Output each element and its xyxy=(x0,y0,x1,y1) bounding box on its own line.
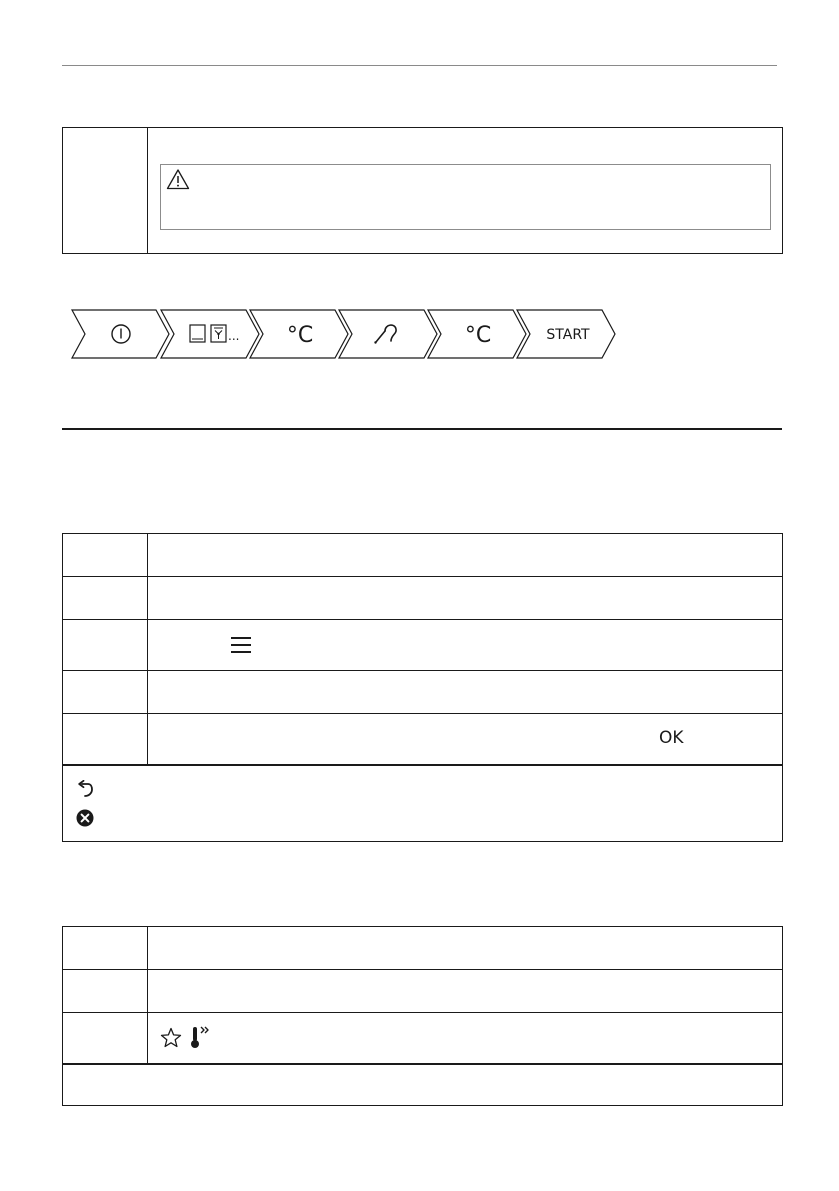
warning-icon xyxy=(166,168,190,190)
step-number-cell xyxy=(63,970,148,1013)
cancel-icon xyxy=(76,809,94,827)
table-footer-row xyxy=(63,1064,783,1106)
table-row xyxy=(63,1013,783,1064)
more-functions-text: ... xyxy=(228,329,240,343)
step-description-cell xyxy=(148,927,783,970)
temperature-symbol: °C xyxy=(286,323,314,348)
step-number-cell xyxy=(63,128,148,254)
step-number-cell xyxy=(63,927,148,970)
table-row xyxy=(63,714,783,765)
step-description-cell xyxy=(148,1013,783,1064)
table-row xyxy=(63,927,783,970)
step-description-cell xyxy=(148,714,783,765)
table-row xyxy=(63,671,783,714)
step-description-cell xyxy=(148,534,783,577)
step-number-cell xyxy=(63,620,148,671)
probe-temperature-symbol: °C xyxy=(464,323,492,348)
start-label: START xyxy=(546,327,590,343)
menu-icon xyxy=(230,636,252,654)
table-footer-row xyxy=(63,765,783,842)
step-number-cell xyxy=(63,714,148,765)
step-description-cell xyxy=(148,671,783,714)
step-description-cell xyxy=(148,577,783,620)
section-rule xyxy=(62,428,782,430)
step-number-cell xyxy=(63,534,148,577)
warning-box xyxy=(160,164,771,230)
step-description-cell xyxy=(148,128,783,254)
step-description-cell xyxy=(148,620,783,671)
step-table-options xyxy=(62,926,783,1106)
table-footer-cell xyxy=(63,765,783,842)
favourite-star-icon xyxy=(160,1027,182,1048)
table-row xyxy=(63,970,783,1013)
back-arrow-icon xyxy=(76,780,94,798)
ok-label: OK xyxy=(659,728,684,748)
step-number-cell xyxy=(63,577,148,620)
table-row xyxy=(63,534,783,577)
fast-heat-up-icon xyxy=(190,1024,214,1050)
table-row xyxy=(63,620,783,671)
step-table-menu xyxy=(62,533,783,842)
step-number-cell xyxy=(63,671,148,714)
step-table-warning xyxy=(62,127,783,254)
step-sequence xyxy=(71,309,616,359)
table-footer-cell xyxy=(63,1064,783,1106)
step-chevron-function xyxy=(161,310,259,358)
step-chevron-food-probe xyxy=(339,310,437,358)
header-rule xyxy=(62,65,777,66)
table-row xyxy=(63,577,783,620)
step-description-cell xyxy=(148,970,783,1013)
step-number-cell xyxy=(63,1013,148,1064)
